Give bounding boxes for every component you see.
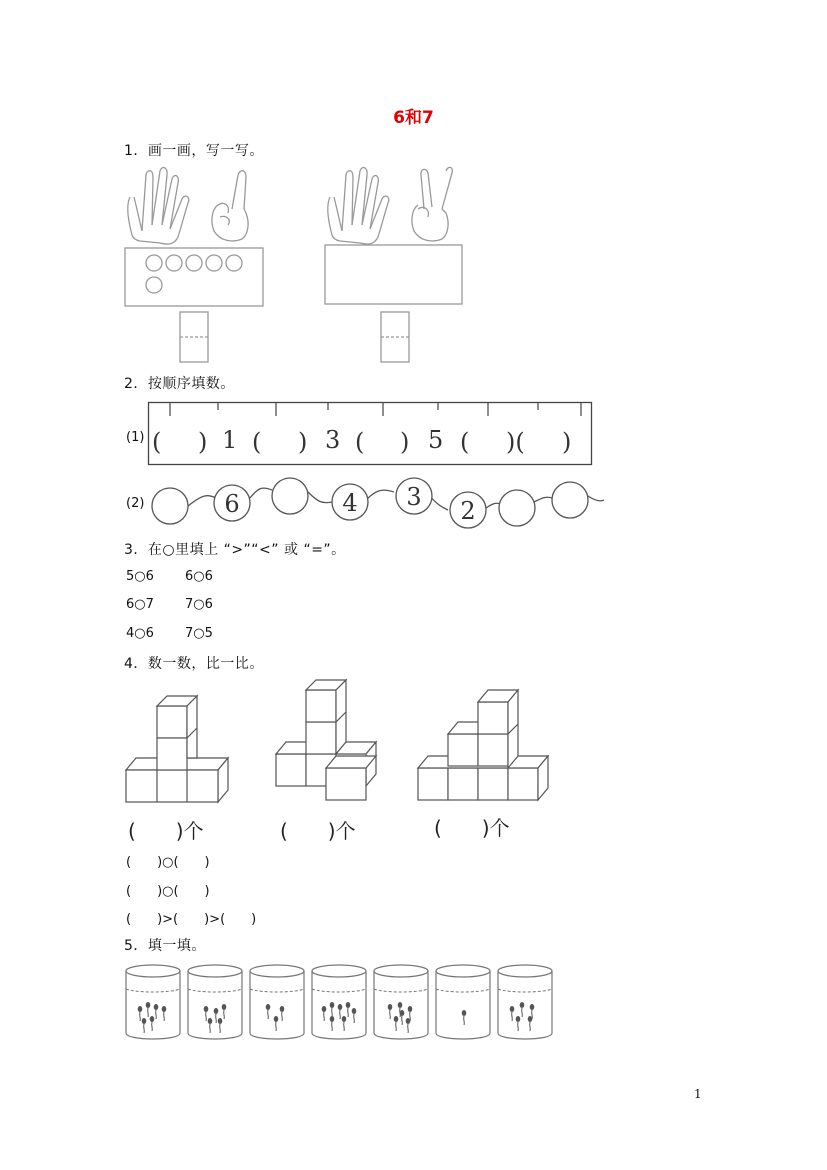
ruler-item: ) [562, 428, 572, 456]
tadpole-jars [124, 963, 554, 1043]
bead-number: 3 [406, 483, 422, 511]
ruler-item: ( [152, 428, 162, 456]
compare-item: 6○6 [185, 569, 213, 584]
cube-figure-1 [126, 696, 228, 802]
ruler-item: 1 [222, 426, 238, 454]
counter-box [125, 248, 263, 306]
question-2-label: 2．按顺序填数。 [124, 376, 235, 392]
number-ruler [148, 402, 593, 466]
empty-draw-box [325, 245, 462, 304]
one-finger-hand-icon [212, 171, 248, 241]
ruler-item: ) [198, 428, 208, 456]
ruler-item: ( [460, 428, 470, 456]
compare-item: 4○6 [126, 626, 154, 641]
open-hand-icon [128, 168, 189, 245]
page-number: 1 [694, 1087, 702, 1101]
cube-figure-3 [418, 690, 548, 800]
count-answer-1: ( )个 [128, 819, 204, 843]
question-4-label: 4．数一数，比一比。 [124, 656, 264, 672]
compare-line: ( )○( ) [126, 855, 210, 870]
compare-item: 7○6 [185, 597, 213, 612]
question-3-label: 3．在○里填上 “>”“<” 或 “=”。 [124, 542, 346, 558]
ruler-item: ( [355, 428, 365, 456]
q1-illustration [120, 165, 480, 365]
compare-line: ( )○( ) [126, 884, 210, 899]
q2-sub1-label: (1) [126, 430, 145, 445]
compare-item: 6○7 [126, 597, 154, 612]
bead-number: 4 [342, 489, 358, 517]
cube-stacks [124, 678, 554, 808]
ruler-item: ( [252, 428, 262, 456]
ruler-item: ) [298, 428, 308, 456]
count-answer-2: ( )个 [280, 819, 356, 843]
ruler-item: 5 [428, 426, 444, 454]
bead-string [148, 476, 608, 532]
q2-sub2-label: (2) [126, 496, 145, 511]
ruler-item: 3 [325, 426, 341, 454]
compare-item: 7○5 [185, 626, 213, 641]
cube-figure-2 [276, 680, 376, 800]
ruler-item: )( [506, 428, 525, 456]
two-finger-hand-icon [412, 167, 452, 241]
page-title: 6和7 [393, 108, 434, 128]
bead-number: 6 [224, 490, 240, 518]
count-answer-3: ( )个 [434, 816, 510, 840]
question-1-label: 1．画一画，写一写。 [124, 143, 264, 159]
question-5-label: 5．填一填。 [124, 938, 206, 954]
order-line: ( )>( )>( ) [126, 912, 257, 927]
compare-item: 5○6 [126, 569, 154, 584]
open-hand-icon [328, 168, 389, 245]
ruler-item: ) [400, 428, 410, 456]
bead-number: 2 [460, 497, 476, 525]
